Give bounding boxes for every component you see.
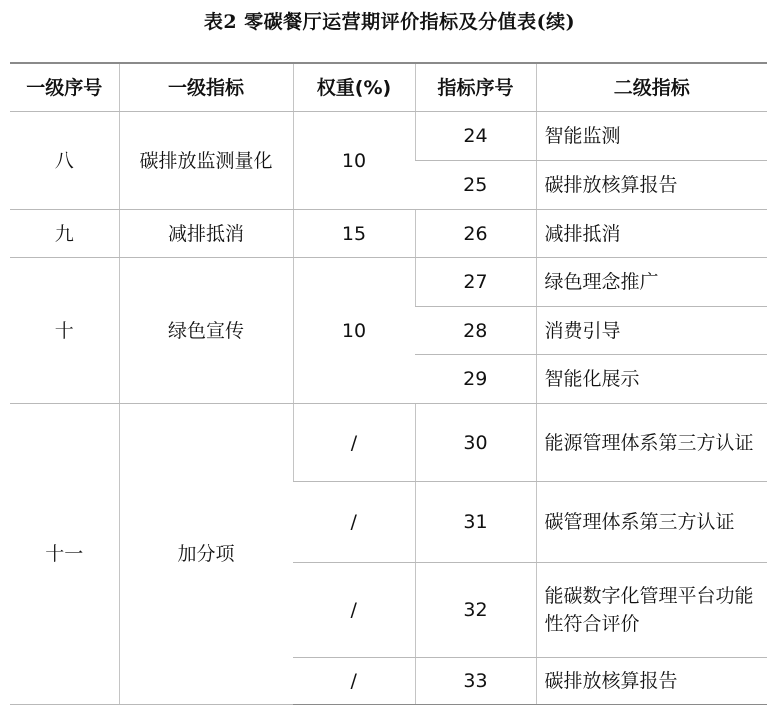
- level2-indicator: 智能化展示: [536, 355, 767, 404]
- weight-cell: /: [293, 404, 415, 482]
- indicator-no: 31: [415, 482, 536, 563]
- level1-indicator: 减排抵消: [119, 210, 293, 258]
- level1-seq: 十一: [10, 404, 119, 705]
- weight-cell: 10: [293, 258, 415, 404]
- table-title: 表2 零碳餐厅运营期评价指标及分值表(续): [203, 11, 576, 33]
- header-level1-seq: 一级序号: [10, 63, 119, 112]
- level2-indicator: 碳排放核算报告: [536, 658, 767, 705]
- weight-cell: 15: [293, 210, 415, 258]
- level2-indicator: 碳管理体系第三方认证: [536, 482, 767, 563]
- header-weight: 权重(%): [293, 63, 415, 112]
- level2-indicator: 能碳数字化管理平台功能性符合评价: [536, 563, 767, 658]
- weight-cell: /: [293, 658, 415, 705]
- indicator-no: 29: [415, 355, 536, 404]
- indicator-no: 26: [415, 210, 536, 258]
- weight-cell: 10: [293, 112, 415, 210]
- header-level1-indicator: 一级指标: [119, 63, 293, 112]
- level1-seq: 九: [10, 210, 119, 258]
- table-row: [10, 210, 767, 258]
- weight-cell: /: [293, 563, 415, 658]
- table-row: [10, 258, 767, 307]
- indicator-no: 25: [415, 161, 536, 210]
- indicator-no: 28: [415, 307, 536, 355]
- level1-indicator: 加分项: [119, 404, 293, 705]
- level2-indicator: 碳排放核算报告: [536, 161, 767, 210]
- weight-cell: /: [293, 482, 415, 563]
- table-row: [10, 112, 767, 161]
- level1-indicator: 绿色宣传: [119, 258, 293, 404]
- evaluation-table: [10, 62, 767, 705]
- level2-indicator: 智能监测: [536, 112, 767, 161]
- indicator-no: 27: [415, 258, 536, 307]
- table-row: [10, 404, 767, 482]
- level1-seq: 十: [10, 258, 119, 404]
- level1-indicator: 碳排放监测量化: [119, 112, 293, 210]
- level2-indicator: 能源管理体系第三方认证: [536, 404, 767, 482]
- level1-seq: 八: [10, 112, 119, 210]
- header-row: [10, 63, 767, 112]
- level2-indicator: 绿色理念推广: [536, 258, 767, 307]
- level2-indicator: 消费引导: [536, 307, 767, 355]
- indicator-no: 24: [415, 112, 536, 161]
- level2-indicator: 减排抵消: [536, 210, 767, 258]
- indicator-no: 32: [415, 563, 536, 658]
- header-indicator-no: 指标序号: [415, 63, 536, 112]
- header-level2-indicator: 二级指标: [536, 63, 767, 112]
- indicator-no: 30: [415, 404, 536, 482]
- indicator-no: 33: [415, 658, 536, 705]
